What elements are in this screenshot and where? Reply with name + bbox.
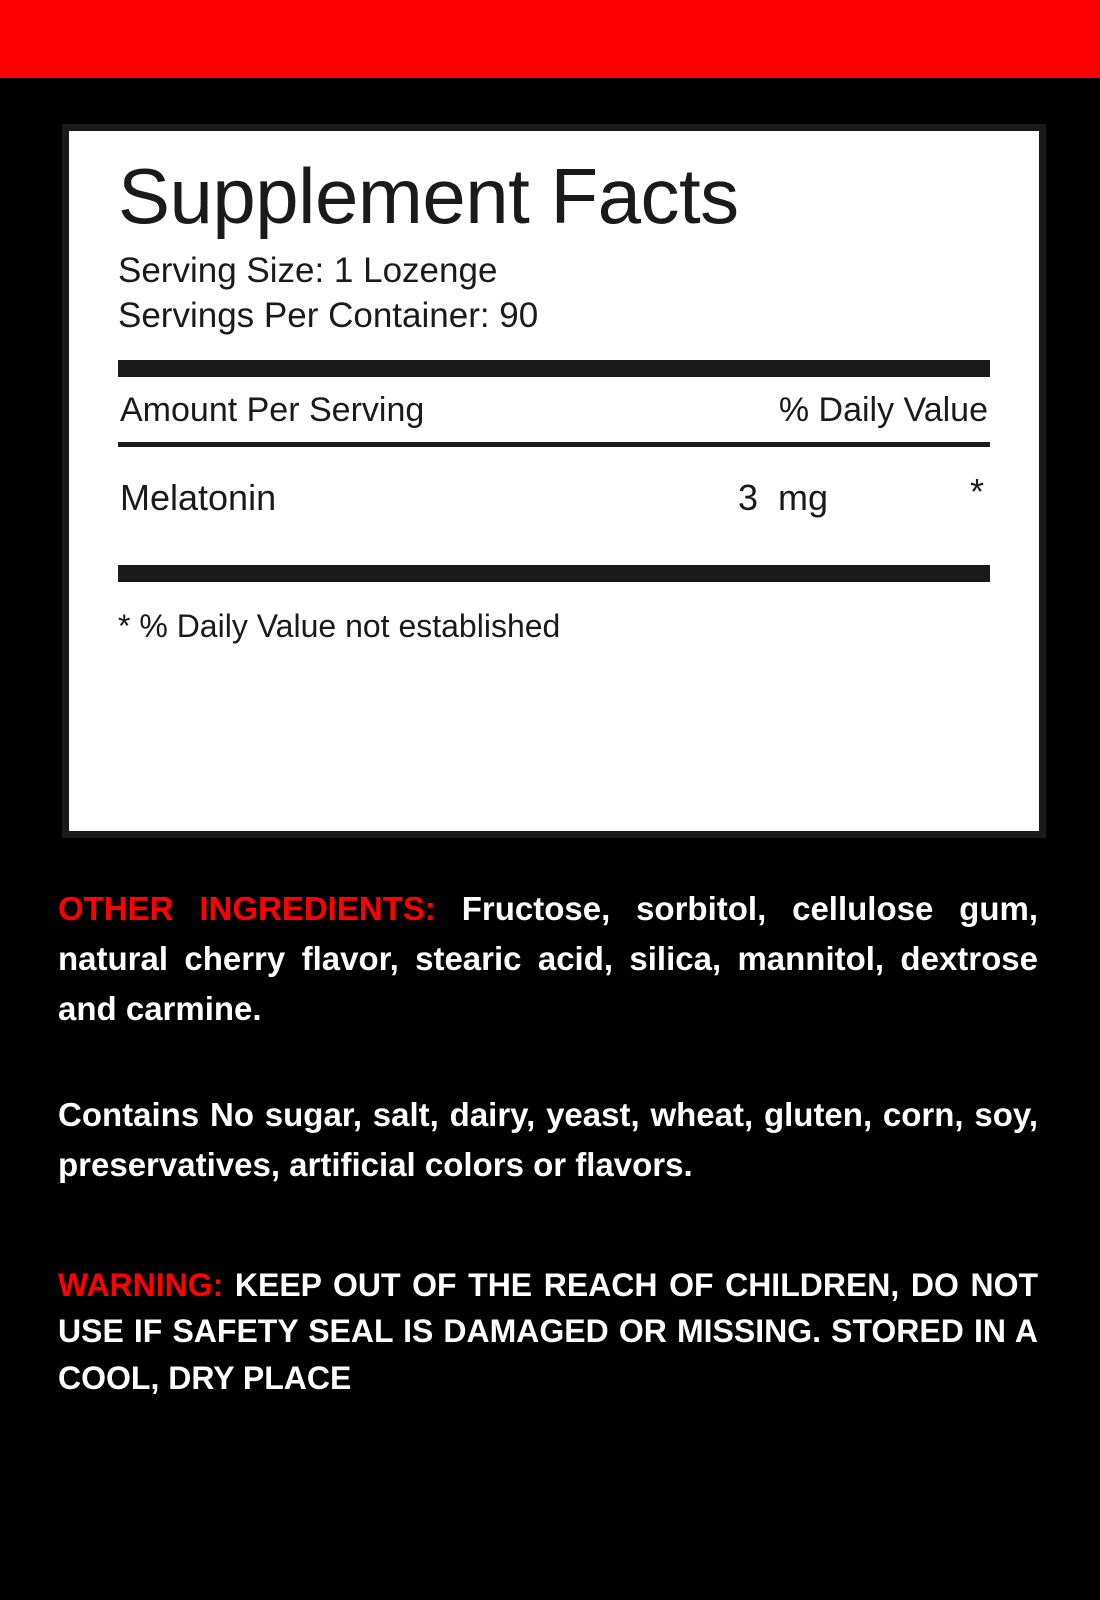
supplement-facts-title: Supplement Facts: [118, 152, 739, 240]
servings-per-container-line: Servings Per Container: 90: [118, 295, 539, 335]
other-ingredients-label: OTHER INGREDIENTS:: [58, 890, 436, 927]
contains-text: Contains No sugar, salt, dairy, yeast, wheat, gluten, corn, soy, preservatives, artificial colors or flavors.: [58, 1096, 1038, 1184]
warning-label: WARNING:: [58, 1267, 224, 1303]
daily-value-header: % Daily Value: [778, 390, 988, 429]
nutrient-daily-value: *: [969, 470, 984, 512]
table-header-row: [118, 377, 990, 442]
other-ingredients-text: Fructose, sorbitol, cellulose gum, natural cherry flavor, stearic acid, silica, mannitol, dextrose and carmine.: [58, 890, 1038, 1028]
supplement-facts-content: [118, 152, 990, 645]
supplement-facts-panel: [62, 124, 1046, 838]
warning-text: KEEP OUT OF THE REACH OF CHILDREN, DO NOT USE IF SAFETY SEAL IS DAMAGED OR MISSING. STORED IN A COOL, DRY PLACE: [58, 1267, 1038, 1396]
nutrient-name: Melatonin: [120, 476, 277, 518]
table-row: [118, 447, 990, 565]
divider-thick-bottom: [118, 565, 990, 582]
serving-size-line: Serving Size: 1 Lozenge: [118, 251, 498, 291]
warning-block: [58, 1262, 1038, 1401]
daily-value-footnote: * % Daily Value not established: [118, 607, 561, 644]
amount-per-serving-header: Amount Per Serving: [120, 390, 425, 429]
contains-block: [58, 1090, 1038, 1190]
nutrient-amount: 3 mg: [738, 476, 829, 518]
top-red-banner: [0, 0, 1100, 78]
other-ingredients-block: [58, 884, 1038, 1034]
divider-thick-top: [118, 360, 990, 377]
